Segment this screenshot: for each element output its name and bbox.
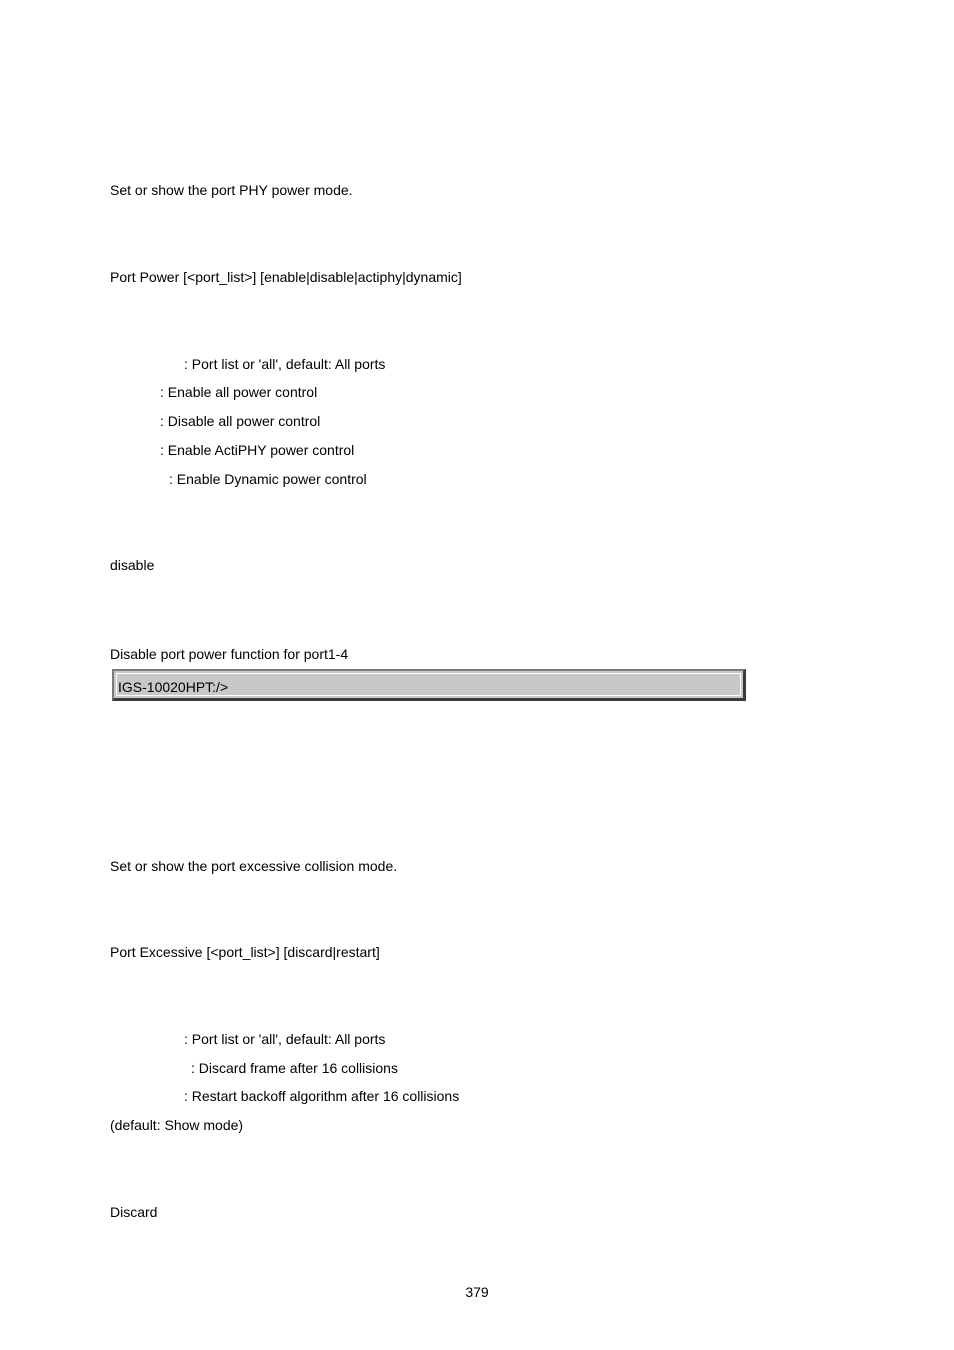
power-param-enable: : Enable all power control: [160, 384, 318, 400]
excessive-description: Set or show the port excessive collision mode.: [110, 858, 398, 874]
power-param-port-list: : Port list or 'all', default: All ports: [184, 356, 386, 372]
power-example-caption: Disable port power function for port1-4: [110, 646, 349, 662]
page-number: 379: [465, 1284, 489, 1300]
power-param-disable: : Disable all power control: [160, 413, 321, 429]
cli-prompt: IGS-10020HPT:/>: [118, 679, 229, 695]
power-default: disable: [110, 557, 155, 573]
power-syntax: Port Power [<port_list>] [enable|disable|actiphy|dynamic]: [110, 269, 462, 285]
power-param-dynamic: : Enable Dynamic power control: [169, 471, 367, 487]
excessive-param-discard: : Discard frame after 16 collisions: [191, 1060, 398, 1076]
power-description: Set or show the port PHY power mode.: [110, 182, 353, 198]
power-param-actiphy: : Enable ActiPHY power control: [160, 442, 355, 458]
excessive-default-note: (default: Show mode): [110, 1117, 244, 1133]
excessive-default: Discard: [110, 1204, 158, 1220]
excessive-syntax: Port Excessive [<port_list>] [discard|restart]: [110, 944, 380, 960]
excessive-param-restart: : Restart backoff algorithm after 16 collisions: [184, 1088, 460, 1104]
cli-example-box: [112, 669, 746, 701]
excessive-param-port-list: : Port list or 'all', default: All ports: [184, 1031, 386, 1047]
